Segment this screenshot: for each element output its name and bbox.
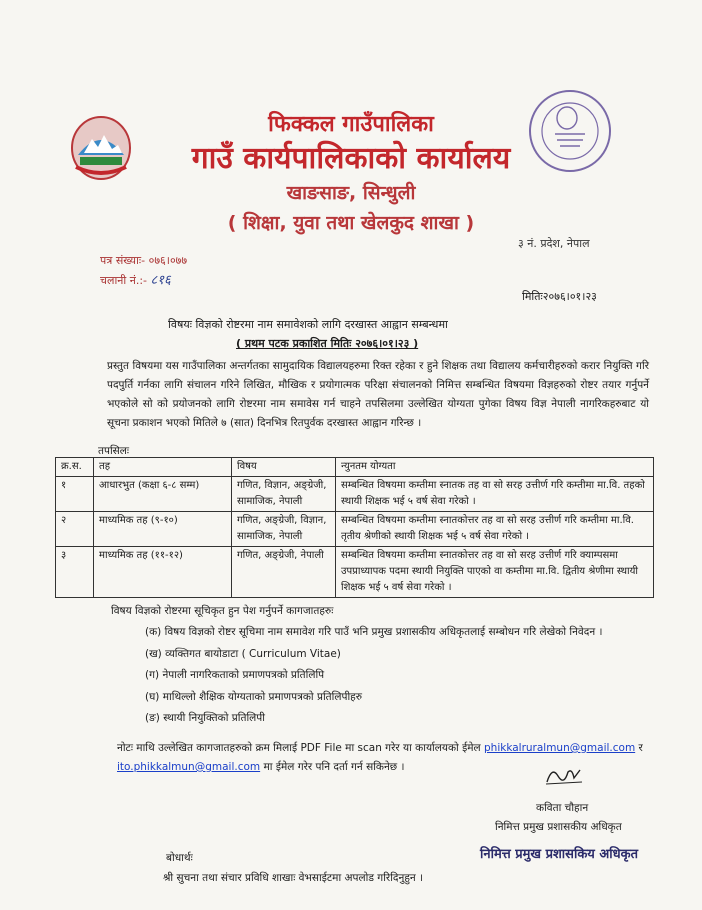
chalani-value: ८१६: [150, 273, 171, 288]
email-link-primary[interactable]: phikkalruralmun@gmail.com: [484, 742, 636, 754]
table-cell-subjects: गणित, विज्ञान, अङ्ग्रेजी, सामाजिक, नेपाली: [232, 477, 336, 512]
table-header-row: [56, 458, 654, 477]
patra-value: ०७६।०७७: [148, 254, 188, 267]
list-item: (घ) माथिल्लो शैक्षिक योग्यताको प्रमाणपत्रको प्रतिलिपीहरु: [145, 690, 363, 703]
office-name: गाउँ कार्यपालिकाको कार्यालय: [191, 141, 511, 176]
email-link-secondary[interactable]: ito.phikkalmun@gmail.com: [117, 761, 261, 773]
table-header: क्र.स.: [56, 458, 94, 477]
cc-line: श्री सुचना तथा संचार प्रविधि शाखाः वेभसाईटमा अपलोड गरिदिनुहुन ।: [163, 872, 424, 884]
signatory-name: कविता चौहान: [536, 802, 589, 814]
published-date-line: ( प्रथम पटक प्रकाशित मितिः २०७६।०१।२३ ): [236, 337, 419, 350]
municipality-name: फिक्कल गाउँपालिका: [268, 112, 434, 137]
cc-label: बोधार्थः: [166, 852, 193, 864]
patra-label: पत्र संख्याः-: [100, 254, 146, 267]
note-prefix: नोटः माथि उल्लेखित कागजातहरुको क्रम मिलाई PDF File मा scan गरेर या कार्यालयको ईमेल: [117, 742, 481, 754]
province-label: ३ नं. प्रदेश, नेपाल: [518, 237, 590, 250]
table-row: [56, 547, 654, 598]
table-cell-sn: १: [56, 477, 94, 512]
documents-heading: विषय विज्ञको रोष्टरमा सूचिकृत हुन पेश गर्नुपर्ने कागजातहरुः: [111, 605, 334, 617]
table-cell-qualification: सम्बन्धित विषयमा कम्तीमा स्नातकोत्तर तह वा सो सरह उत्तीर्ण गरि कम्तीमा मा.वि. तृतीय श्रेणीको स्थायी शिक्षक भई ५ वर्ष सेवा गरेको ।: [336, 512, 654, 547]
signatory-title: निमित्त प्रमुख प्रशासकीय अधिकृत: [495, 821, 622, 833]
table-cell-subjects: गणित, अङ्ग्रेजी, विज्ञान, सामाजिक, नेपाली: [232, 512, 336, 547]
table-cell-sn: ३: [56, 547, 94, 598]
table-cell-qualification: सम्बन्धित विषयमा कम्तीमा स्नातक तह वा सो सरह उत्तीर्ण गरि कम्तीमा मा.वि. तहको स्थायी शिक्षक भई ५ वर्ष सेवा गरेको ।: [336, 477, 654, 512]
patra-sankhya: [100, 253, 187, 268]
list-item: (ख) व्यक्तिगत बायोडाटा ( Curriculum Vitae): [145, 647, 341, 660]
signature-icon: [544, 762, 584, 788]
table-row: [56, 477, 654, 512]
section-name: ( शिक्षा, युवा तथा खेलकुद शाखा ): [227, 212, 475, 234]
chalani-number: [100, 270, 171, 288]
date-value: २०७६।०१।२३: [542, 290, 597, 303]
date-label: मितिः: [522, 290, 543, 303]
tapsil-label: तपसिलः: [98, 445, 130, 457]
table-header: विषय: [232, 458, 336, 477]
office-address: खाङसाङ, सिन्धुली: [286, 182, 416, 204]
table-cell-level: आधारभुत (कक्षा ६-८ सम्म): [94, 477, 232, 512]
subject-text: विज्ञको रोष्टरमा नाम समावेशको लागि दरखास्त आह्वान सम्बन्धमा: [195, 318, 448, 331]
table-cell-subjects: गणित, अङ्ग्रेजी, नेपाली: [232, 547, 336, 598]
chalani-label: चलानी नं.:-: [100, 274, 148, 287]
table-row: [56, 512, 654, 547]
letter-date: [522, 289, 597, 304]
table-cell-sn: २: [56, 512, 94, 547]
table-cell-level: माध्यमिक तह (११-१२): [94, 547, 232, 598]
signatory-stamp: निमित्त प्रमुख प्रशासकिय अधिकृत: [480, 847, 639, 862]
body-paragraph: प्रस्तुत विषयमा यस गाउँपालिका अन्तर्गतका सामुदायिक विद्यालयहरुमा रिक्त रहेका र हुने शिक्षक तथा विद्यालय कर्मचारीहरुको करार नियुक्ति गरि पदपुर्ति गर्नका लागि संचालन गरिने लिखित, मौखिक र प्रयोगात्मक परिक्षा संचालनको निमित्त सम्बन्धित विषयमा विज्ञहरुको रोष्टर तयार गर्नुपर्ने भएकोले सो को प्रयोजनको लागि रोष्टरमा नाम समावेस गर्न चाहने तपसिलमा उल्लेखित योग्यता पुगेका विषय विज्ञ नेपाली नागरिकहरुबाट यो सूचना प्रकाशन भएको मितिले ७ (सात) दिनभित्र रितपुर्वक दरखास्त आह्वान गरिन्छ ।: [107, 360, 649, 429]
subject-line: [168, 317, 448, 332]
documents-list: [145, 622, 602, 730]
note-suffix: मा ईमेल गरेर पनि दर्ता गर्न सकिनेछ ।: [263, 761, 405, 773]
table-header: तह: [94, 458, 232, 477]
list-item: (क) विषय विज्ञको रोष्टर सूचिमा नाम समावेश गरि पाउँ भनि प्रमुख प्रशासकीय अधिकृतलाई सम्बोधन गरि लेखेको निवेदन ।: [145, 626, 603, 638]
table-cell-qualification: सम्बन्धित विषयमा कम्तीमा स्नातकोत्तर तह वा सो सरह उत्तीर्ण गरि क्याम्पसमा उपप्राध्यापक पदमा स्थायी नियुक्ति पाएको वा कम्तीमा मा.वि. द्वितीय श्रेणीमा स्थायी शिक्षक भई ५ वर्ष सेवा गरेको ।: [336, 547, 654, 598]
table-header: न्युनतम योग्यता: [336, 458, 654, 477]
table-cell-level: माध्यमिक तह (९-१०): [94, 512, 232, 547]
note-mid: र: [638, 742, 643, 754]
list-item: (ग) नेपाली नागरिकताको प्रमाणपत्रको प्रतिलिपि: [145, 669, 325, 681]
requirements-table: [55, 457, 654, 598]
list-item: (ङ) स्थायी नियुक्तिको प्रतिलिपी: [145, 712, 265, 724]
subject-label: विषयः: [168, 318, 192, 331]
